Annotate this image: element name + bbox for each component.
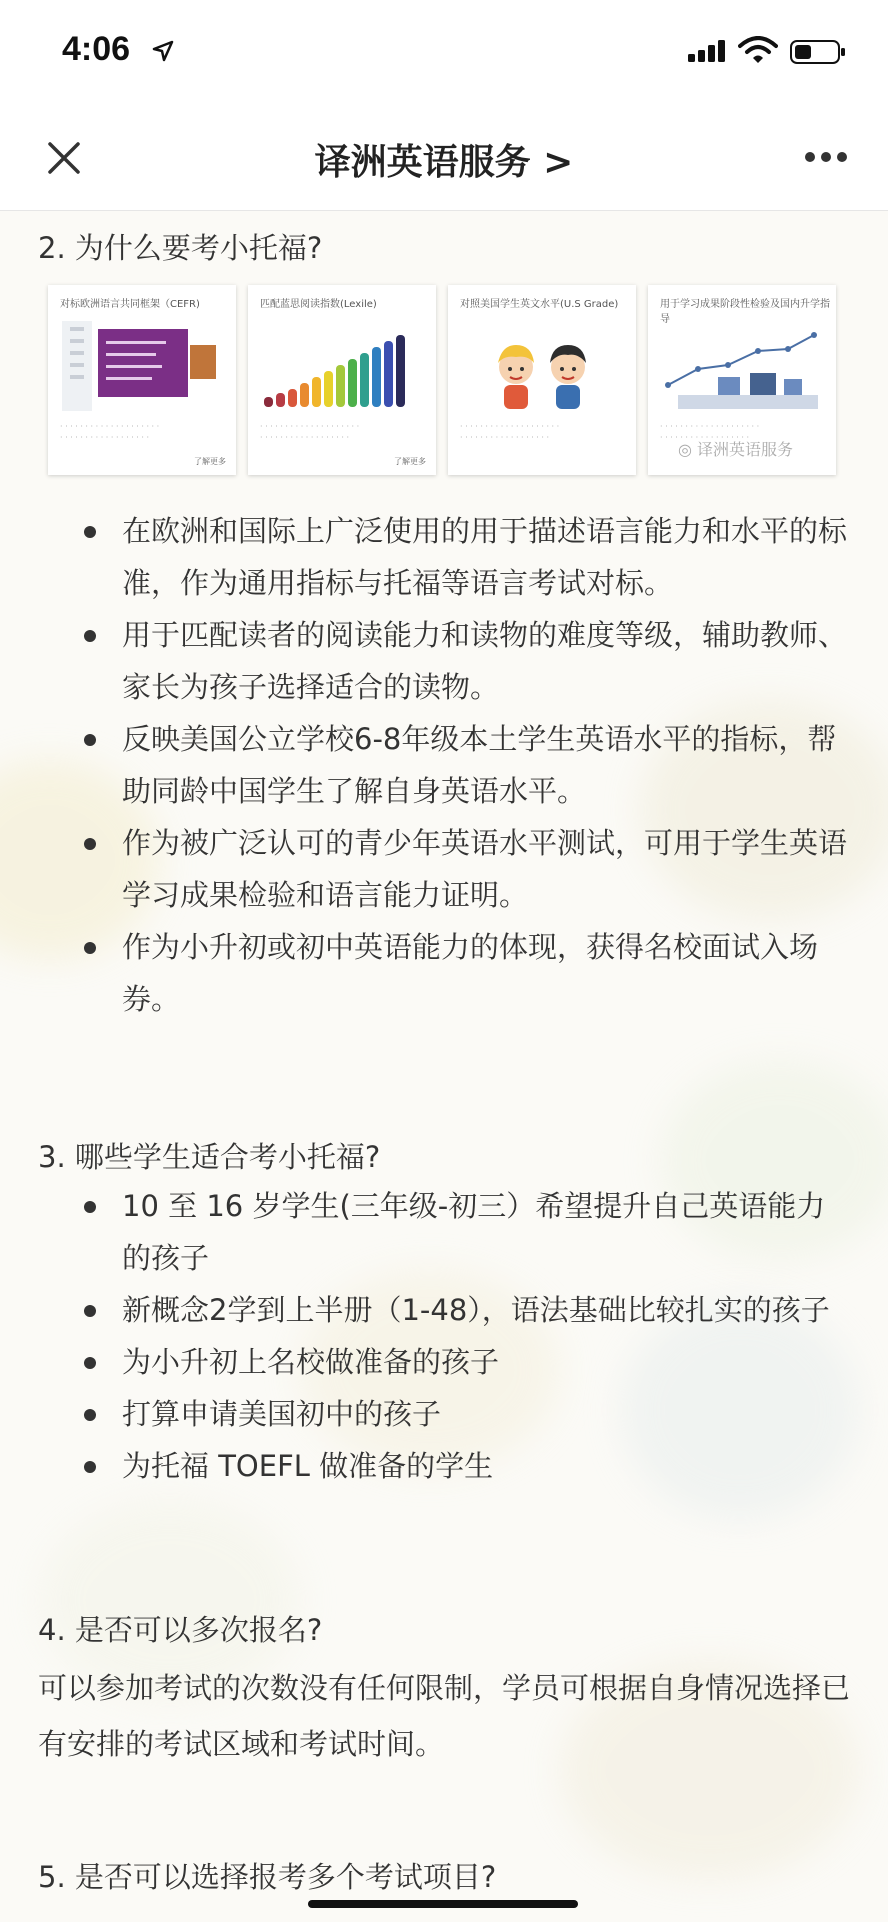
list-item: 新概念2学到上半册（1-48），语法基础比较扎实的孩子	[0, 1284, 888, 1336]
card-description: · · · · · · · · · · · · · · · · · · · · · · · · · · · · · · · · · · · · · ·	[60, 422, 160, 442]
status-time: 4:06	[62, 30, 131, 68]
wifi-icon	[738, 36, 778, 64]
card-description: · · · · · · · · · · · · · · · · · · · · · · · · · · · · · · · · · · · · · ·	[660, 422, 760, 442]
cellular-signal-icon	[688, 40, 728, 62]
card-title: 对标欧洲语言共同框架（CEFR)	[60, 299, 200, 310]
list-item: 反映美国公立学校6-8年级本土学生英语水平的指标，帮助同龄中国学生了解自身英语水平。	[0, 713, 888, 817]
watermark	[678, 437, 793, 460]
card-title: 匹配蓝思阅读指数(Lexile)	[260, 299, 377, 310]
growth-chart-icon	[658, 325, 828, 417]
section-paragraph: 可以参加考试的次数没有任何限制，学员可根据自身情况选择已有安排的考试区域和考试时间。	[38, 1671, 851, 1761]
list-item: 用于匹配读者的阅读能力和读物的难度等级，辅助教师、家长为孩子选择适合的读物。	[0, 609, 888, 713]
list-item: 为托福 TOEFL 做准备的学生	[0, 1440, 888, 1492]
learn-more-link[interactable]: 了解更多	[394, 457, 426, 466]
students-illustration-icon	[488, 335, 598, 415]
infographic-card-lexile	[248, 285, 436, 475]
learn-more-link[interactable]: 了解更多	[194, 457, 226, 466]
watermark-text: 译洲英语服务	[697, 440, 794, 459]
infographic-card-us-grade	[448, 285, 636, 475]
section-heading: 3. 哪些学生适合考小托福?	[38, 1140, 381, 1174]
lexile-bars-icon	[262, 325, 422, 415]
section-heading: 4. 是否可以多次报名?	[38, 1613, 323, 1647]
list-item: 10 至 16 岁学生(三年级-初三）希望提升自己英语能力的孩子	[0, 1180, 888, 1284]
card-description: · · · · · · · · · · · · · · · · · · · · · · · · · · · · · · · · · · · · · ·	[460, 422, 560, 442]
watermark-icon: ◎	[678, 440, 698, 459]
list-item: 作为小升初或初中英语能力的体现，获得名校面试入场券。	[0, 921, 888, 1025]
list-item: 在欧洲和国际上广泛使用的用于描述语言能力和水平的标准，作为通用指标与托福等语言考试对标。	[0, 505, 888, 609]
home-indicator	[308, 1900, 578, 1908]
status-bar	[0, 0, 888, 110]
bullet-list	[0, 1180, 888, 1492]
section-heading: 2. 为什么要考小托福?	[38, 231, 323, 265]
infographic	[48, 285, 838, 485]
location-arrow-icon	[152, 40, 174, 62]
list-item: 为小升初上名校做准备的孩子	[0, 1336, 888, 1388]
list-item: 作为被广泛认可的青少年英语水平测试，可用于学生英语学习成果检验和语言能力证明。	[0, 817, 888, 921]
more-options-icon[interactable]	[804, 150, 848, 164]
infographic-card-cefr	[48, 285, 236, 475]
card-title: 对照美国学生英文水平(U.S Grade)	[460, 299, 619, 310]
section-heading: 5. 是否可以选择报考多个考试项目?	[38, 1860, 497, 1894]
navigation-bar	[0, 110, 888, 211]
battery-icon	[790, 40, 846, 64]
bullet-list	[0, 505, 888, 1025]
list-item: 打算申请美国初中的孩子	[0, 1388, 888, 1440]
card-title: 用于学习成果阶段性检验及国内升学指导	[660, 299, 830, 325]
card-description: · · · · · · · · · · · · · · · · · · · · · · · · · · · · · · · · · · · · · ·	[260, 422, 360, 442]
account-title-link[interactable]: 译洲英语服务 >	[314, 142, 574, 183]
cefr-chart-icon	[62, 321, 222, 411]
